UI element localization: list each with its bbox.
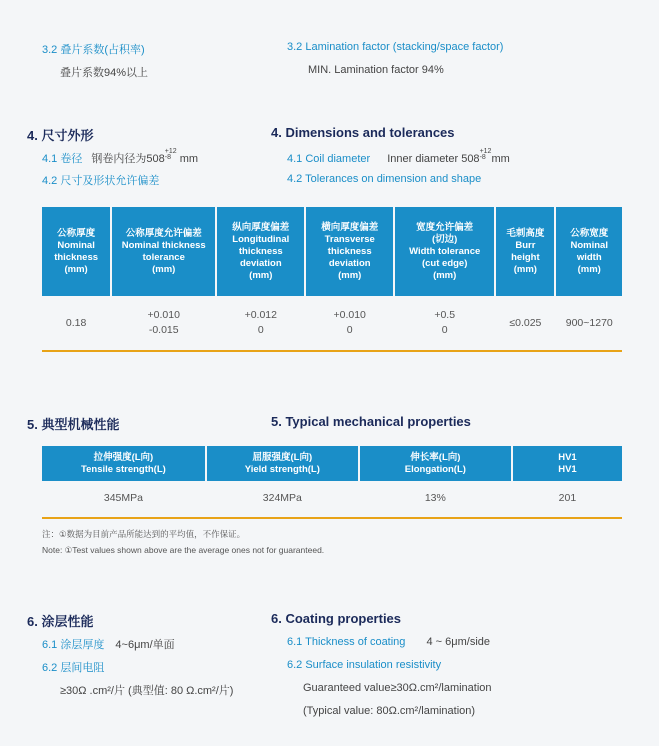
mechanical-header-cell: [207, 446, 358, 481]
dimensions-header-cell: [42, 207, 110, 296]
dimensions-table: [40, 207, 624, 350]
dimensions-header-line: (mm): [152, 263, 176, 275]
dimensions-header-cell: [217, 207, 304, 296]
dimensions-value-line: -0.015: [148, 324, 179, 336]
dimensions-header-cell: [556, 207, 622, 296]
dimensions-value-cell: [496, 296, 554, 350]
dimensions-header-line: (mm): [338, 269, 362, 281]
dimensions-value-cell: [395, 296, 494, 350]
dimensions-header-line: Width tolerance: [409, 245, 481, 257]
cn-mechanical-heading: 5. 典型机械性能: [27, 417, 120, 432]
dimensions-header-line: 公称厚度: [57, 227, 96, 239]
mechanical-header-line: HV1: [558, 463, 577, 475]
dimensions-header-line: deviation: [328, 257, 371, 269]
dimensions-header-line: 公称厚度允许偏差: [125, 227, 202, 239]
dimensions-header-line: (mm): [513, 263, 537, 275]
cn-lamination-factor-title: 3.2 叠片系数(占积率): [42, 44, 145, 56]
mechanical-table: [40, 446, 624, 515]
table-divider: [42, 517, 622, 519]
mechanical-header-line: 屈服强度(L向): [252, 451, 313, 463]
en-coating-thickness-value: 4 ~ 6μm/side: [426, 636, 490, 648]
en-coating-heading: 6. Coating properties: [271, 611, 402, 626]
mechanical-header-line: 拉伸强度(L向): [93, 451, 154, 463]
en-coil-diameter-label: 4.1 Coil diameter: [287, 153, 371, 165]
cn-coil-tolerance: [165, 149, 177, 161]
mechanical-header-cell: [513, 446, 622, 481]
dimensions-header-line: tolerance: [142, 251, 185, 263]
dimensions-header-cell: [306, 207, 393, 296]
dimensions-header-line: (mm): [64, 263, 88, 275]
dimensions-value-cell: [306, 296, 393, 350]
en-insulation-guaranteed: Guaranteed value≥30Ω.cm²/lamination: [303, 682, 492, 694]
dimensions-value-line: +0.012: [244, 309, 277, 321]
dimensions-header-line: Nominal thickness: [121, 239, 206, 251]
en-coating-thickness-label: 6.1 Thickness of coating: [287, 636, 406, 648]
dimensions-header-line: (切边): [432, 233, 458, 245]
mechanical-header-line: HV1: [558, 451, 577, 463]
tol-upper: +12: [164, 148, 177, 155]
mechanical-header-line: Yield strength(L): [244, 463, 320, 475]
en-coil-diameter-unit: mm: [491, 153, 510, 165]
mechanical-value-cell: [42, 481, 205, 515]
mechanical-header-cell: [42, 446, 205, 481]
cn-dimensions-heading: 4. 尺寸外形: [27, 128, 94, 143]
en-insulation-typical: (Typical value: 80Ω.cm²/lamination): [303, 705, 476, 717]
tol-upper: +12: [479, 148, 492, 155]
dimensions-value-line: 0: [441, 324, 448, 336]
dimensions-header-line: 横向厚度偏差: [321, 221, 379, 233]
tol-lower: -8: [164, 154, 172, 161]
mechanical-header-cell: [360, 446, 511, 481]
cn-tolerances-title: 4.2 尺寸及形状允许偏差: [42, 175, 160, 187]
dimensions-value-line: 0: [257, 324, 264, 336]
dimensions-header-line: thickness: [327, 245, 372, 257]
cn-coil-diameter: [42, 149, 198, 166]
dimensions-value-line: ≤0.025: [509, 316, 542, 329]
dimensions-header-line: Nominal: [570, 239, 608, 251]
dimensions-header-line: (mm): [249, 269, 273, 281]
dimensions-value-line: 0: [346, 324, 353, 336]
note-en: Note: ①Test values shown above are the average ones not for guaranteed.: [42, 545, 325, 555]
cn-lamination-factor-value: 叠片系数94%以上: [60, 67, 149, 79]
cn-coil-diameter-text: 钢卷内径为508: [91, 153, 165, 165]
en-coil-tolerance: [480, 149, 492, 161]
mechanical-table-header: [42, 446, 622, 481]
en-lamination-factor-title: 3.2 Lamination factor (stacking/space factor): [287, 41, 504, 53]
en-coil-diameter-text: Inner diameter 508: [387, 153, 480, 165]
dimensions-value-cell: [217, 296, 304, 350]
mechanical-value-cell: [207, 481, 358, 515]
cn-coating-thickness-value: 4~6μm/单面: [115, 639, 175, 651]
dimensions-header-line: 公称宽度: [570, 227, 609, 239]
dimensions-header-line: 纵向厚度偏差: [232, 221, 290, 233]
mechanical-value-cell: [513, 481, 622, 515]
dimensions-header-line: (mm): [433, 269, 457, 281]
mechanical-value-line: 201: [558, 491, 577, 504]
dimensions-value-cell: [42, 296, 110, 350]
cn-coil-diameter-unit: mm: [179, 153, 199, 165]
en-lamination-factor-value: MIN. Lamination factor 94%: [308, 64, 444, 76]
mechanical-value-line: 345MPa: [103, 491, 143, 504]
cn-coating-thickness: [42, 636, 175, 652]
dimensions-header-cell: [112, 207, 215, 296]
en-tolerances-title: 4.2 Tolerances on dimension and shape: [287, 173, 482, 185]
en-coating-thickness: [287, 636, 490, 648]
dimensions-header-line: height: [511, 251, 540, 263]
dimensions-header-line: Longitudinal: [232, 233, 290, 245]
cn-insulation-title: 6.2 层间电阻: [42, 662, 105, 674]
cn-coating-heading: 6. 涂层性能: [27, 614, 94, 629]
dimensions-value-line: 0.18: [65, 316, 87, 329]
mechanical-header-line: 伸长率(L向): [410, 451, 461, 463]
dimensions-header-line: deviation: [239, 257, 282, 269]
dimensions-header-line: 毛刺高度: [506, 227, 545, 239]
dimensions-header-line: (cut edge): [421, 257, 468, 269]
dimensions-header-line: width: [576, 251, 602, 263]
en-coil-diameter: [287, 149, 510, 165]
mechanical-value-line: 324MPa: [262, 491, 302, 504]
dimensions-header-line: 宽度允许偏差: [416, 221, 474, 233]
dimensions-table-header: [42, 207, 622, 296]
note-cn: 注：①数据为目前产品所能达到的平均值，不作保证。: [42, 529, 246, 539]
cn-insulation-value: ≥30Ω .cm²/片 (典型值: 80 Ω.cm²/片): [60, 685, 234, 697]
mechanical-table-row: [42, 481, 622, 515]
dimensions-value-line: +0.5: [434, 309, 456, 321]
en-insulation-title: 6.2 Surface insulation resistivity: [287, 659, 442, 671]
dimensions-header-line: thickness: [54, 251, 99, 263]
dimensions-header-cell: [496, 207, 554, 296]
dimensions-header-line: thickness: [238, 245, 283, 257]
en-mechanical-heading: 5. Typical mechanical properties: [271, 414, 471, 429]
dimensions-header-line: Transverse: [324, 233, 375, 245]
mechanical-value-line: 13%: [424, 491, 446, 504]
dimensions-value-line: 900~1270: [565, 316, 613, 329]
cn-coating-thickness-label: 6.1 涂层厚度: [42, 639, 105, 651]
table-divider: [42, 350, 622, 352]
dimensions-value-line: +0.010: [147, 309, 180, 321]
dimensions-header-line: Burr: [515, 239, 536, 251]
mechanical-value-cell: [360, 481, 511, 515]
cn-coil-diameter-label: 4.1 卷径: [42, 153, 83, 165]
tol-lower: -8: [479, 154, 486, 161]
dimensions-value-cell: [556, 296, 622, 350]
en-dimensions-heading: 4. Dimensions and tolerances: [271, 125, 455, 140]
dimensions-header-line: Nominal: [57, 239, 95, 251]
dimensions-table-row: [42, 296, 622, 350]
dimensions-value-cell: [112, 296, 215, 350]
mechanical-header-line: Elongation(L): [404, 463, 466, 475]
dimensions-value-line: +0.010: [333, 309, 366, 321]
dimensions-header-line: (mm): [577, 263, 601, 275]
mechanical-header-line: Tensile strength(L): [81, 463, 166, 475]
dimensions-header-cell: [395, 207, 494, 296]
